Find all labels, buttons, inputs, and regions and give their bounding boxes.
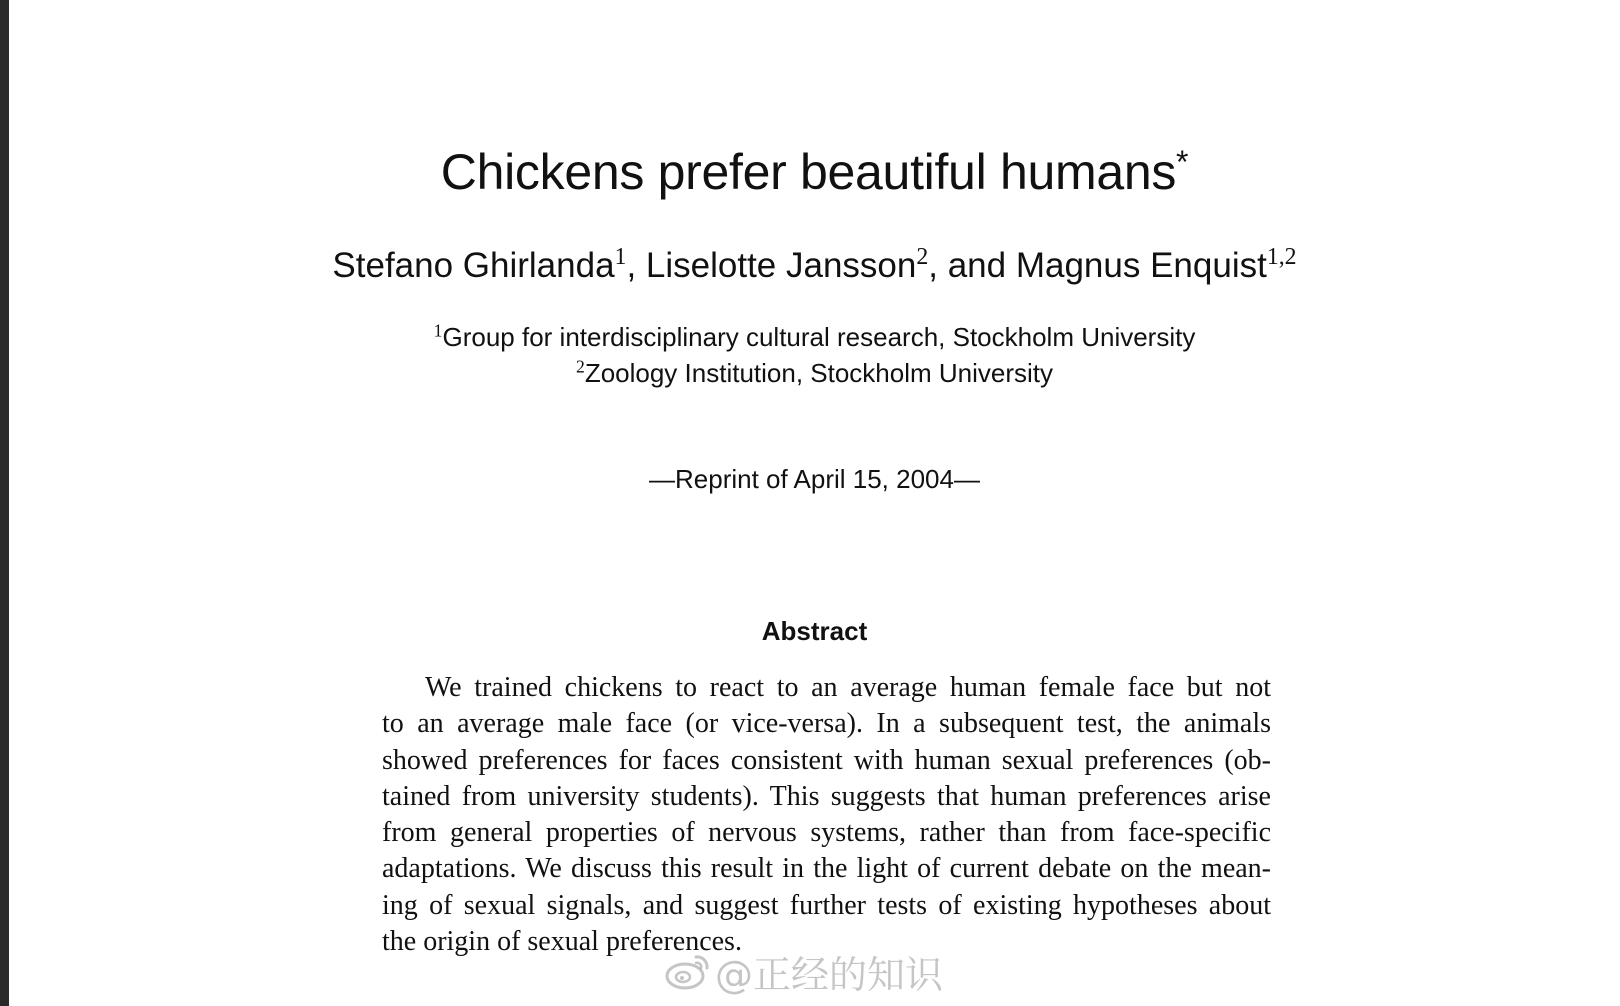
- affiliation-1: [9, 320, 1620, 354]
- viewer-left-edge: [0, 0, 9, 1006]
- affiliation-mark: 1: [433, 320, 443, 341]
- affiliation-2: [9, 356, 1620, 390]
- author-name: Liselotte Jansson: [645, 246, 917, 285]
- author-name: Magnus Enquist: [1015, 246, 1267, 285]
- abstract-line: We trained chickens to react to an average human female face but not: [425, 672, 1271, 703]
- abstract-line: ing of sexual signals, and suggest further tests of existing hypotheses about: [382, 889, 1271, 921]
- abstract-line: showed preferences for faces consistent with human sexual preferences (ob-: [382, 744, 1271, 776]
- author-affiliation-mark: 1,2: [1266, 243, 1297, 270]
- pdf-page: [9, 0, 1620, 1006]
- abstract-line: to an average male face (or vice-versa). In a subsequent test, the animals: [382, 708, 1271, 740]
- abstract-line: from general properties of nervous systems, rather than from face-specific: [382, 817, 1271, 849]
- abstract-line: tained from university students). This suggests that human preferences arise: [382, 780, 1271, 812]
- affiliation-mark: 2: [575, 356, 585, 377]
- author-list: [9, 244, 1620, 288]
- title-footnote-mark: *: [1176, 144, 1189, 180]
- affiliation-text: Zoology Institution, Stockholm University: [584, 358, 1054, 388]
- abstract-line: the origin of sexual preferences.: [382, 926, 742, 958]
- reprint-date: —Reprint of April 15, 2004—: [649, 464, 980, 494]
- abstract-line: adaptations. We discuss this result in the light of current debate on the mean-: [382, 853, 1271, 885]
- affiliation-text: Group for interdisciplinary cultural research, Stockholm University: [442, 322, 1196, 352]
- watermark-text: @正经的知识: [715, 952, 944, 997]
- author-affiliation-mark: 1: [614, 243, 627, 270]
- author-separator: ,: [626, 246, 646, 285]
- abstract-body: [382, 670, 1271, 960]
- author-separator: , and: [928, 246, 1016, 285]
- paper-title: [9, 132, 1620, 202]
- paper-title-text: Chickens prefer beautiful humans: [440, 144, 1177, 200]
- abstract-heading: Abstract: [761, 616, 868, 646]
- author-name: Stefano Ghirlanda: [332, 246, 615, 285]
- author-affiliation-mark: 2: [916, 243, 929, 270]
